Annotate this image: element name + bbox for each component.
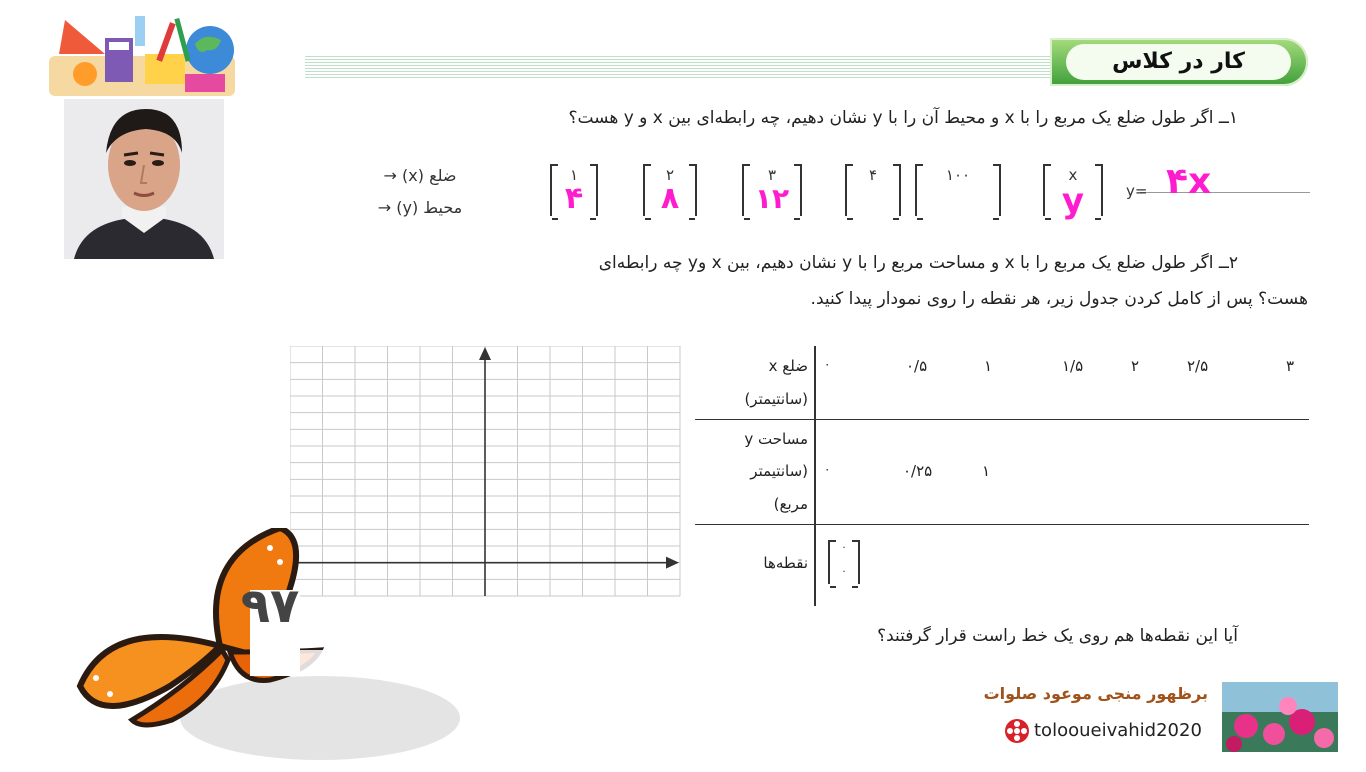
table-vertical-rule: [814, 346, 816, 606]
matrix-6: [1043, 164, 1103, 221]
matrix-4-x: ۴: [868, 166, 878, 184]
matrix-1: [550, 164, 598, 216]
matrix-3-x: ۳: [767, 166, 777, 184]
equation-prefix: y=: [1126, 182, 1148, 200]
table-row1-label-b: (سانتیمتر): [744, 390, 808, 408]
matrix-5-x: ۱۰۰: [945, 166, 971, 184]
teacher-photo: [64, 99, 224, 259]
table-row1-value: ۲: [1131, 357, 1140, 375]
footer-blessing: برظهور منجی موعود صلوات: [983, 684, 1208, 703]
table-row1-value: ۱/۵: [1062, 357, 1084, 375]
row-x-label: ضلع (x) →: [383, 166, 457, 185]
page-number: ۹۷: [240, 578, 300, 634]
table-rule-2: [695, 524, 1309, 525]
matrix-3-y: ۱۲: [754, 182, 790, 215]
table-row1-value: ۲/۵: [1187, 357, 1209, 375]
table-row3-point-top: ۰: [841, 542, 847, 553]
flowers-photo: [1222, 682, 1338, 752]
question2-line1: ۲ــ اگر طول ضلع یک مربع را با x و مساحت مربع را با y نشان دهیم، بین x وy چه رابطه‌ای: [598, 253, 1238, 273]
film-reel-icon: [1004, 718, 1030, 744]
x-axis-arrow: [666, 557, 679, 569]
row-y-label: محیط (y) →: [377, 198, 463, 217]
equation-answer: ۴x: [1166, 161, 1212, 202]
matrix-2-y: ۸: [660, 181, 680, 216]
matrix-1-x: ۱: [569, 166, 579, 184]
table-row1-value: ۳: [1286, 357, 1295, 375]
table-row2-value: ۰: [824, 462, 831, 476]
y-axis-arrow: [479, 347, 491, 360]
table-row1-label-a: ضلع x: [768, 357, 808, 375]
table-row3-point: [828, 540, 860, 584]
matrix-5: [915, 164, 1001, 216]
table-row2-label-a: مساحت y: [744, 430, 808, 448]
matrix-2: [643, 164, 697, 216]
table-row3-label: نقطه‌ها: [763, 554, 808, 572]
question2-line2: هست؟ پس از کامل کردن جدول زیر، هر نقطه را روی نمودار پیدا کنید.: [810, 289, 1308, 309]
table-row1-value: ۰/۵: [906, 357, 928, 375]
table-row2-label-c: مربع): [773, 495, 808, 513]
matrix-6-x: x: [1068, 166, 1078, 184]
table-rule-1: [695, 419, 1309, 420]
table-row2-value: ۱: [982, 462, 991, 480]
table-row2-label-b: (سانتیمتر: [750, 462, 808, 480]
school-supplies-icon: [45, 14, 240, 100]
matrix-6-y: y: [1061, 181, 1085, 221]
table-row1-value: ۱: [984, 357, 993, 375]
matrix-2-x: ۲: [665, 166, 675, 184]
matrix-1-y: ۴: [564, 181, 584, 216]
footer-channel: tolooueivahid2020: [1034, 720, 1202, 741]
matrix-3: [742, 164, 802, 216]
question2-followup: آیا این نقطه‌ها هم روی یک خط راست قرار گرفتند؟: [877, 626, 1238, 646]
question1-text: ۱ــ اگر طول ضلع یک مربع را با x و محیط آن را با y نشان دهیم، چه رابطه‌ای بین x و y هست؟: [568, 108, 1238, 128]
matrix-4: [845, 164, 901, 216]
section-title: کار در کلاس: [1112, 49, 1245, 74]
table-row2-value: ۰/۲۵: [903, 462, 933, 480]
header-rule: [305, 56, 1065, 78]
table-row3-point-bottom: ۰: [841, 566, 847, 577]
table-row1-value: ۰: [824, 357, 831, 371]
